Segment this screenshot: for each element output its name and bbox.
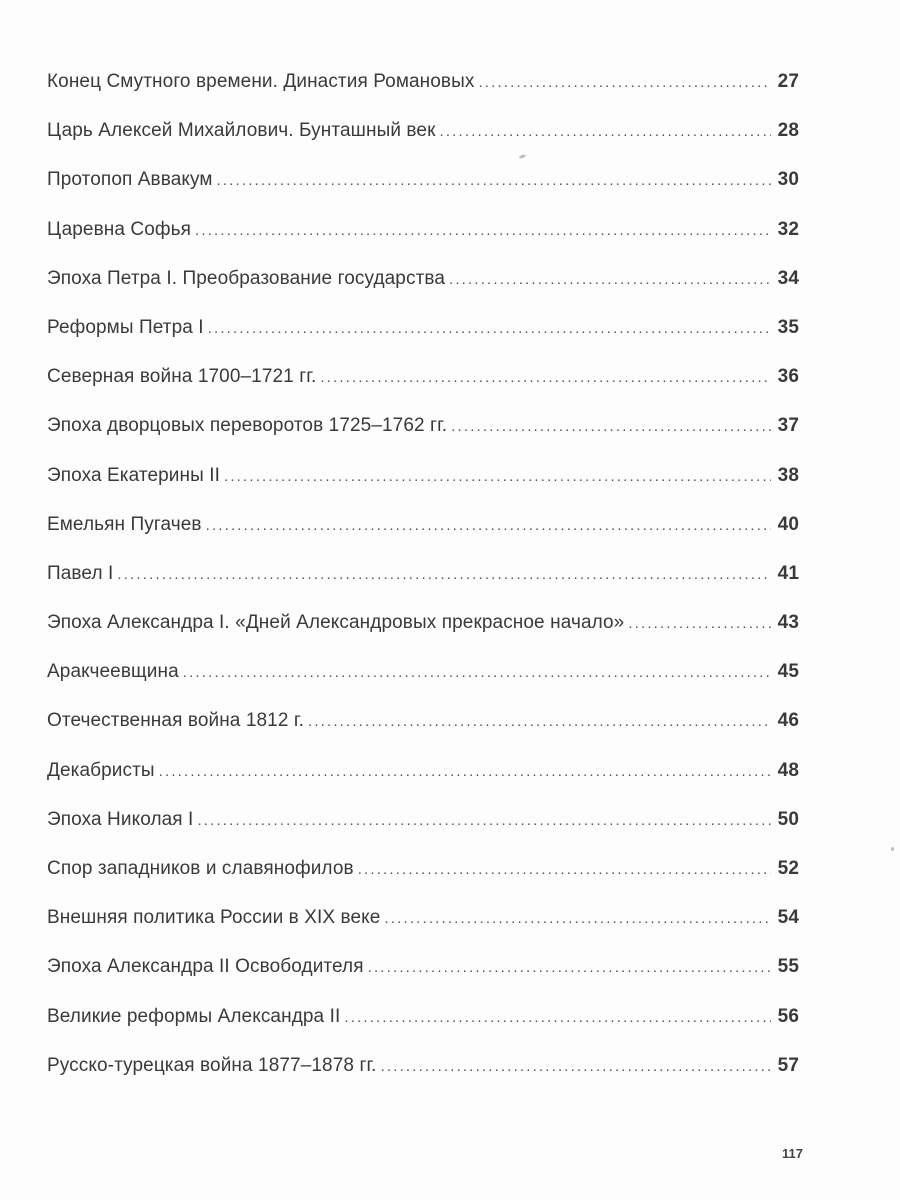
toc-entry-title: Конец Смутного времени. Династия Романовых: [47, 71, 475, 92]
toc-entry: [47, 317, 799, 366]
toc-entry-title: Эпоха Петра I. Преобразование государства: [47, 267, 446, 289]
toc-entry: [47, 169, 799, 218]
toc-entry-title: Реформы Петра I: [47, 316, 204, 338]
toc-entry: [47, 71, 799, 120]
toc-entry-page: 41: [777, 562, 799, 584]
table-of-contents: [47, 71, 799, 1104]
dot-leader: [478, 74, 771, 91]
dot-leader: [358, 861, 771, 878]
toc-entry-title: Аракчеевщина: [47, 661, 179, 683]
toc-entry-page: 36: [777, 366, 799, 388]
dot-leader: [208, 320, 771, 337]
dot-leader: [117, 566, 771, 583]
toc-entry: [47, 465, 799, 514]
toc-entry-page: 40: [777, 513, 799, 535]
dot-leader: [197, 812, 771, 829]
dot-leader: [224, 468, 771, 485]
toc-entry: [47, 760, 799, 809]
toc-entry: [47, 219, 799, 268]
dot-leader: [344, 1009, 771, 1026]
toc-entry: [47, 907, 799, 956]
toc-entry: [47, 710, 799, 759]
page-number: 117: [782, 1146, 803, 1161]
toc-entry-page: 56: [777, 1005, 799, 1027]
toc-entry-page: 30: [777, 169, 799, 191]
toc-entry-title: Павел I: [47, 562, 114, 584]
dot-leader: [381, 1058, 771, 1075]
toc-entry-page: 32: [777, 218, 799, 240]
toc-entry: [47, 514, 799, 563]
toc-entry: [47, 858, 799, 907]
toc-entry-page: 46: [777, 710, 799, 732]
toc-entry-title: Отечественная война 1812 г.: [47, 710, 304, 732]
toc-entry-page: 28: [777, 120, 799, 142]
toc-entry-title: Русско-турецкая война 1877–1878 гг.: [47, 1054, 377, 1076]
dot-leader: [628, 615, 771, 632]
print-speck: [891, 847, 894, 851]
toc-entry-title: Эпоха Николая I: [47, 808, 194, 830]
toc-entry-page: 34: [777, 267, 799, 289]
dot-leader: [449, 271, 771, 288]
toc-entry-page: 57: [777, 1054, 799, 1076]
dot-leader: [451, 418, 771, 435]
toc-entry-page: 48: [777, 759, 799, 781]
dot-leader: [183, 664, 771, 681]
toc-entry-page: 50: [777, 808, 799, 830]
toc-entry: [47, 661, 799, 710]
toc-entry: [47, 956, 799, 1005]
dot-leader: [217, 172, 771, 189]
toc-entry-title: Декабристы: [47, 759, 155, 781]
toc-entry: [47, 268, 799, 317]
toc-entry-page: 43: [777, 612, 799, 634]
toc-entry-title: Эпоха дворцовых переворотов 1725–1762 гг.: [47, 415, 448, 437]
toc-entry: [47, 415, 799, 464]
dot-leader: [320, 369, 771, 386]
toc-entry-page: 55: [777, 956, 799, 978]
toc-entry: [47, 809, 799, 858]
toc-entry: [47, 563, 799, 612]
toc-entry-title: Емельян Пугачев: [47, 513, 202, 535]
dot-leader: [159, 763, 771, 780]
dot-leader: [195, 222, 771, 239]
toc-entry-page: 27: [777, 71, 799, 92]
toc-entry: [47, 1006, 799, 1055]
toc-entry: [47, 612, 799, 661]
toc-entry-title: Царевна Софья: [47, 218, 192, 240]
dot-leader: [206, 517, 771, 534]
toc-entry-title: Эпоха Александра II Освободителя: [47, 956, 364, 978]
toc-entry-page: 37: [777, 415, 799, 437]
toc-entry: [47, 1055, 799, 1104]
toc-entry-title: Царь Алексей Михайлович. Бунташный век: [47, 120, 436, 142]
toc-entry-title: Эпоха Екатерины II: [47, 464, 221, 486]
toc-entry-title: Внешняя политика России в XIX веке: [47, 907, 381, 929]
toc-entry-page: 45: [777, 661, 799, 683]
toc-entry-page: 52: [777, 858, 799, 879]
toc-entry-title: Северная война 1700–1721 гг.: [47, 366, 317, 388]
dot-leader: [384, 910, 771, 927]
dot-leader: [368, 959, 771, 976]
toc-entry-title: Протопоп Аввакум: [47, 169, 213, 191]
toc-entry-page: 38: [777, 464, 799, 486]
toc-entry-title: Спор западников и славянофилов: [47, 858, 354, 879]
toc-entry: [47, 120, 799, 169]
toc-entry-page: 54: [777, 907, 799, 929]
toc-entry-title: Эпоха Александра I. «Дней Александровых прекрасное начало»: [47, 612, 625, 634]
dot-leader: [308, 713, 771, 730]
toc-entry-title: Великие реформы Александра II: [47, 1005, 341, 1027]
toc-entry-page: 35: [777, 316, 799, 338]
toc-entry: [47, 366, 799, 415]
dot-leader: [439, 123, 771, 140]
